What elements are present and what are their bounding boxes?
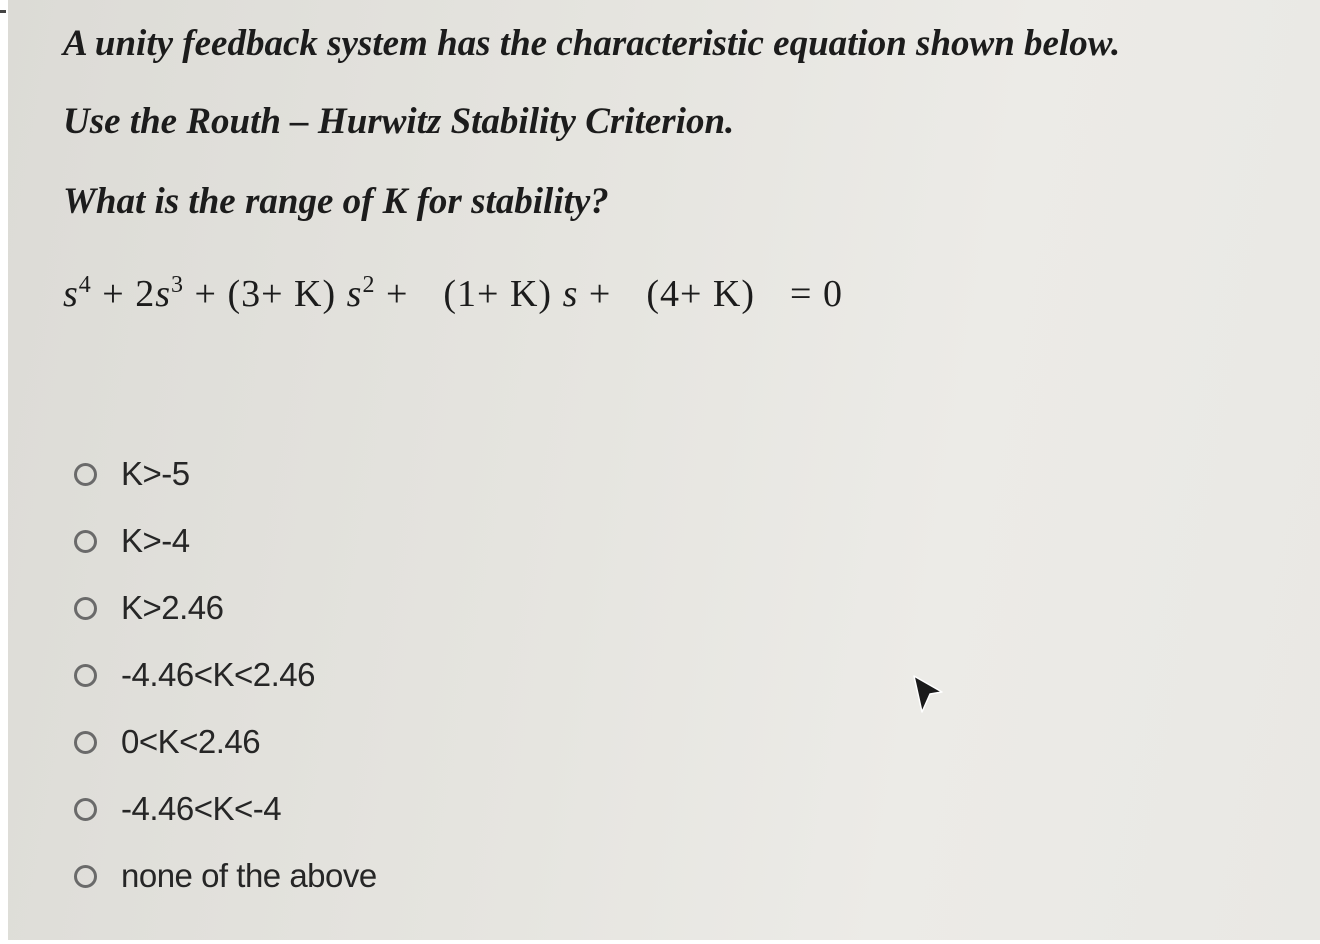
quiz-screen	[8, 0, 1320, 940]
radio-unselected-icon[interactable]	[74, 731, 97, 754]
option-label: K>-4	[121, 522, 190, 559]
option-label: K>-5	[121, 455, 190, 492]
eq-plus-1: +	[102, 273, 125, 315]
option-label: -4.46<K<2.46	[121, 656, 315, 693]
radio-unselected-icon[interactable]	[74, 865, 97, 888]
eq-term-3-var: s	[346, 273, 363, 315]
option-label: -4.46<K<-4	[121, 790, 282, 827]
option-k-gt-minus-5[interactable]	[74, 452, 190, 496]
eq-plus-2: +	[194, 273, 217, 315]
eq-plus-3: +	[385, 273, 409, 315]
option-none-of-the-above[interactable]	[74, 854, 377, 898]
eq-term-4-var: s	[562, 273, 579, 315]
option-minus-4-46-to-2-46[interactable]	[74, 653, 315, 697]
eq-term-2-var: s	[155, 273, 172, 315]
radio-unselected-icon[interactable]	[74, 798, 97, 821]
eq-plus-4: +	[588, 273, 612, 315]
eq-term-2-exp: 3	[171, 272, 185, 298]
option-label: K>2.46	[121, 589, 224, 626]
eq-term-5: (4+ K)	[646, 273, 755, 315]
option-k-gt-minus-4[interactable]	[74, 519, 190, 563]
mouse-pointer-icon	[908, 672, 948, 716]
option-minus-4-46-to-minus-4[interactable]	[74, 787, 281, 831]
characteristic-equation	[63, 272, 843, 316]
option-k-gt-2-46[interactable]	[74, 586, 224, 630]
eq-term-1-base: s	[63, 273, 79, 315]
eq-term-4-coef: (1+ K)	[443, 273, 553, 315]
edge-artifact	[0, 10, 6, 13]
radio-unselected-icon[interactable]	[74, 530, 97, 553]
question-line-3: What is the range of K for stability?	[63, 181, 609, 222]
eq-term-3-exp: 2	[362, 272, 376, 298]
eq-rhs: 0	[822, 273, 843, 315]
option-0-to-2-46[interactable]	[74, 720, 260, 764]
eq-equals: =	[790, 273, 813, 315]
eq-term-2-coef: 2	[135, 273, 156, 315]
question-line-2: Use the Routh – Hurwitz Stability Criterion.	[63, 101, 735, 142]
question-line-1: A unity feedback system has the characteristic equation shown below.	[63, 23, 1121, 64]
radio-unselected-icon[interactable]	[74, 463, 97, 486]
eq-term-3-coef: (3+ K)	[227, 273, 337, 315]
radio-unselected-icon[interactable]	[74, 664, 97, 687]
option-label: 0<K<2.46	[121, 723, 261, 760]
option-label: none of the above	[121, 857, 377, 894]
eq-term-1-exp: 4	[78, 272, 92, 298]
radio-unselected-icon[interactable]	[74, 597, 97, 620]
